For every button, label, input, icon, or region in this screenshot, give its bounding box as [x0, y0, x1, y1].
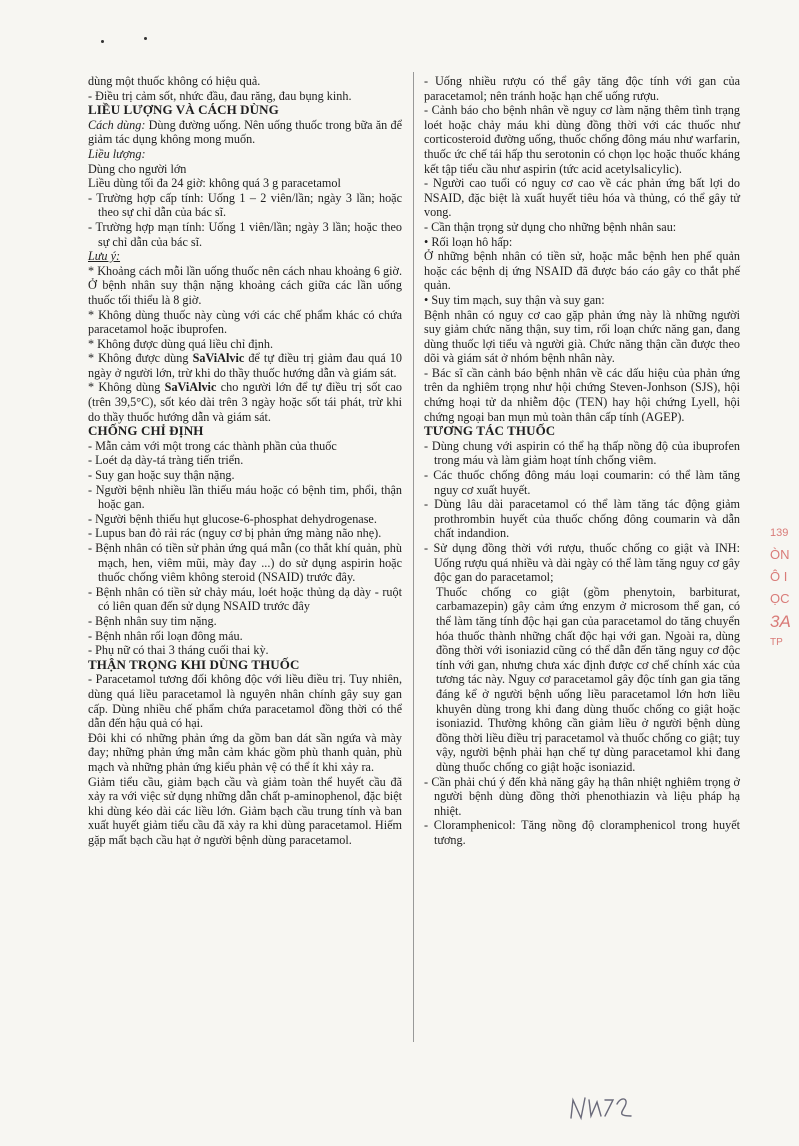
- labeled-paragraph: [88, 118, 402, 147]
- stamp-text: ỌC: [770, 591, 790, 606]
- section-heading: TƯƠNG TÁC THUỐC: [424, 423, 556, 439]
- bullet-item: - Suy gan hoặc suy thận nặng.: [88, 468, 235, 483]
- product-name: SaViAlvic: [192, 351, 245, 366]
- bullet-item: - Bệnh nhân rối loạn đông máu.: [88, 628, 243, 643]
- inline-text: để tự điều trị giảm đau quá 10 ngày ở người lớn, trừ khi do thầy thuốc hướng dẫn và giám sát.: [88, 351, 403, 380]
- paragraph: Bệnh nhân có nguy cơ cao gặp phản ứng này là những người suy giảm chức năng thận, suy tim, rối loạn chức năng gan, đang dùng thuốc lợi tiểu và người già. Chức năng thận cần được theo dõi và giám sát ở nhóm bệnh nhân này.: [424, 307, 740, 366]
- stamp-text: Ô I: [770, 569, 788, 584]
- inline-text: * Không dùng: [88, 380, 165, 395]
- paragraph: - Cảnh báo cho bệnh nhân về nguy cơ làm nặng thêm tình trạng loét hoặc chảy máu khi dùng đồng thời với các thuốc như corticosteroid đường uống, thuốc chống đông máu như warfarin, thuốc ức chế tái hấp thu serotonin có chọn lọc hoặc thuốc kháng kết tập tiểu cầu như aspirin (tức acid acetylsalicylic).: [424, 103, 740, 176]
- bullet-item: - Bệnh nhân có tiền sử chảy máu, loét hoặc thủng dạ dày - ruột có liên quan đến sử dụng NSAID trước đây: [88, 584, 402, 614]
- bullet-item: - Người bệnh nhiều lần thiếu máu hoặc có bệnh tim, phổi, thận hoặc gan.: [88, 482, 402, 512]
- note-paragraph: [88, 351, 402, 380]
- paragraph: • Suy tim mạch, suy thận và suy gan:: [424, 292, 605, 307]
- red-stamp-fragment: [770, 522, 799, 652]
- paragraph: • Rối loạn hô hấp:: [424, 234, 513, 249]
- inline-text: * Không được dùng: [88, 351, 193, 366]
- bullet-item: - Lupus ban đỏ rải rác (nguy cơ bị phản ứng màng não nhẹ).: [88, 526, 382, 541]
- inline-text: cho người lớn để tự điều trị sốt cao (trên 39,5°C), sốt kéo dài trên 3 ngày hoặc sốt tái phát, trừ khi do thầy thuốc hướng dẫn và giám sát.: [88, 380, 402, 424]
- bullet-item: - Trường hợp mạn tính: Uống 1 viên/lần; ngày 3 lần; hoặc theo sự chỉ dẫn của bác sĩ.: [88, 219, 402, 249]
- paragraph: - Bác sĩ cần cảnh báo bệnh nhân về các dấu hiệu của phản ứng trên da nghiêm trọng như hội chứng Steven-Jonhson (SJS), hội chứng hoại tử da nhiễm độc (TEN) hay hội chứng Lyell, hội chứng ngoại ban mụn mủ toàn thân cấp tính (AGEP).: [424, 365, 740, 424]
- inline-text: Dùng đường uống. Nên uống thuốc trong bữa ăn để giảm tác dụng không mong muốn.: [88, 117, 402, 147]
- paragraph: * Không dùng thuốc này cùng với các chế phẩm khác có chứa paracetamol hoặc ibuprofen.: [88, 307, 402, 337]
- paragraph: - Cần thận trọng sử dụng cho những bệnh nhân sau:: [424, 219, 677, 234]
- section-heading: CHỐNG CHỈ ĐỊNH: [88, 423, 204, 439]
- note-label: Lưu ý:: [88, 249, 121, 264]
- stamp-text: 139: [770, 527, 789, 539]
- paragraph: - Người cao tuổi có nguy cơ cao về các phản ứng bất lợi do NSAID, đặc biệt là xuất huyết tiêu hóa và thủng, có thể gây tử vong.: [424, 176, 740, 220]
- bullet-item: - Bệnh nhân suy tim nặng.: [88, 613, 217, 628]
- paragraph: Ở những bệnh nhân có tiền sử, hoặc mắc bệnh hen phế quản hoặc các bệnh dị ứng NSAID đã được báo cáo gây co thắt phế quản.: [424, 249, 740, 293]
- stamp-text: TP: [770, 637, 783, 648]
- paragraph: Liều dùng tối đa 24 giờ: không quá 3 g paracetamol: [88, 176, 341, 191]
- handwritten-signature: [567, 1088, 637, 1129]
- indented-paragraph: Thuốc chống co giật (gồm phenytoin, barbiturat, carbamazepin) gây cảm ứng enzym ở microsom thể gan, có thể làm tăng tính độc hại gan của paracetamol do tăng chuyển hóa thuốc thành những chất độc hại với gan. Ngoài ra, dùng đồng thời với isoniazid cũng có thể dẫn đến tăng nguy cơ độc tính với gan, nhưng chưa xác định được cơ chế chính xác của tương tác này. Nguy cơ paracetamol gây độc tính gan gia tăng đáng kể ở người bệnh uống liều paracetamol lớn hơn liều khuyên dùng trong khi đang dùng thuốc chống co giật hoặc isoniazid. Thường không cần giảm liều ở người bệnh dùng đồng thời liều điều trị paracetamol và thuốc chống co giật; tuy vậy, người bệnh phải hạn chế tự dùng paracetamol khi đang dùng thuốc chống co giật hoặc isoniazid.: [436, 584, 740, 774]
- paragraph: dùng một thuốc không có hiệu quả.: [88, 74, 261, 88]
- paragraph: Dùng cho người lớn: [88, 161, 187, 176]
- bullet-item: - Cần phải chú ý đến khả năng gây hạ thân nhiệt nghiêm trọng ở người bệnh dùng đồng thời phenothiazin và liệu pháp hạ nhiệt.: [424, 774, 740, 818]
- inline-label: Cách dùng:: [88, 117, 146, 132]
- paragraph: - Uống nhiều rượu có thể gây tăng độc tính với gan của paracetamol; nên tránh hoặc hạn chế uống rượu.: [424, 74, 740, 103]
- paragraph: - Paracetamol tương đối không độc với liều điều trị. Tuy nhiên, dùng quá liều paracetamol là nguyên nhân chính gây suy gan cấp. Dùng nhiều chế phẩm chứa paracetamol đồng thời có thể dẫn đến hậu quả có hại.: [88, 672, 402, 731]
- bullet-item: - Loét dạ dày-tá tràng tiến triển.: [88, 453, 244, 468]
- section-heading: LIỀU LƯỢNG VÀ CÁCH DÙNG: [88, 102, 279, 118]
- stamp-text: ÒN: [770, 547, 790, 562]
- bullet-item: - Dùng chung với aspirin có thể hạ thấp nồng độ của ibuprofen trong máu và làm giảm hoạt tính chống viêm.: [424, 438, 740, 468]
- paragraph: * Khoảng cách mỗi lần uống thuốc nên cách nhau khoảng 6 giờ. Ở bệnh nhân suy thận nặng khoảng cách giữa các lần uống thuốc tối thiểu là 8 giờ.: [88, 263, 402, 307]
- paragraph: Giảm tiểu cầu, giảm bạch cầu và giảm toàn thể huyết cầu đã xảy ra với việc sử dụng những dẫn chất p-aminophenol, đặc biệt khi dùng kéo dài các liều lớn. Giảm bạch cầu trung tính và ban xuất huyết giảm tiểu cầu đã xảy ra khi dùng paracetamol. Hiếm gặp mất bạch cầu hạt ở người bệnh dùng paracetamol.: [88, 774, 402, 847]
- bullet-item: - Các thuốc chống đông máu loại coumarin: có thể làm tăng nguy cơ xuất huyết.: [424, 468, 740, 497]
- paragraph: * Không được dùng quá liều chỉ định.: [88, 336, 274, 351]
- left-column: [88, 74, 402, 847]
- bullet-item: - Sử dụng đồng thời với rượu, thuốc chống co giật và INH: Uống rượu quá nhiều và dài ngày có thể làm tăng nguy cơ gây độc gan do paracetamol;: [424, 541, 740, 585]
- paragraph: Đôi khi có những phản ứng da gồm ban dát sần ngứa và mày đay; những phản ứng mẫn cảm khác gồm phù thanh quản, phù mạch và những phản ứng kiểu phản vệ có thể ít khi xảy ra.: [88, 730, 402, 774]
- bullet-item: - Phụ nữ có thai 3 tháng cuối thai kỳ.: [88, 643, 269, 658]
- bullet-item: - Người bệnh thiếu hụt glucose-6-phosphat dehydrogenase.: [88, 511, 377, 526]
- bullet-item: - Dùng lâu dài paracetamol có thể làm tăng tác động giảm prothrombin huyết của thuốc chống đông coumarin và dẫn chất indandion.: [424, 497, 740, 541]
- bullet-item: - Điều trị cảm sốt, nhức đầu, đau răng, đau bụng kinh.: [88, 88, 352, 103]
- product-name: SaViAlvic: [164, 380, 217, 395]
- right-column: [424, 74, 740, 847]
- section-heading: THẬN TRỌNG KHI DÙNG THUỐC: [88, 656, 300, 672]
- stamp-text: 3A: [770, 612, 791, 631]
- bullet-item: - Trường hợp cấp tính: Uống 1 – 2 viên/lần; ngày 3 lần; hoặc theo sự chỉ dẫn của bác sĩ.: [88, 190, 402, 220]
- bullet-item: - Mẫn cảm với một trong các thành phần của thuốc: [88, 438, 337, 453]
- column-divider: [413, 72, 414, 1042]
- bullet-item: - Cloramphenicol: Tăng nồng độ cloramphenicol trong huyết tương.: [424, 818, 740, 847]
- scan-speck: [144, 37, 147, 40]
- subheading-italic: Liều lượng:: [88, 146, 146, 161]
- signature-mark: [567, 1088, 637, 1124]
- scan-speck: [101, 40, 104, 43]
- bullet-item: - Bệnh nhân có tiền sử phản ứng quá mẫn (co thắt khí quản, phù mạch, hen, viêm mũi, mày đay ...) do sử dụng aspirin hoặc thuốc chống viêm không steroid (NSAID) trước đây.: [88, 541, 402, 585]
- note-paragraph: [88, 380, 402, 424]
